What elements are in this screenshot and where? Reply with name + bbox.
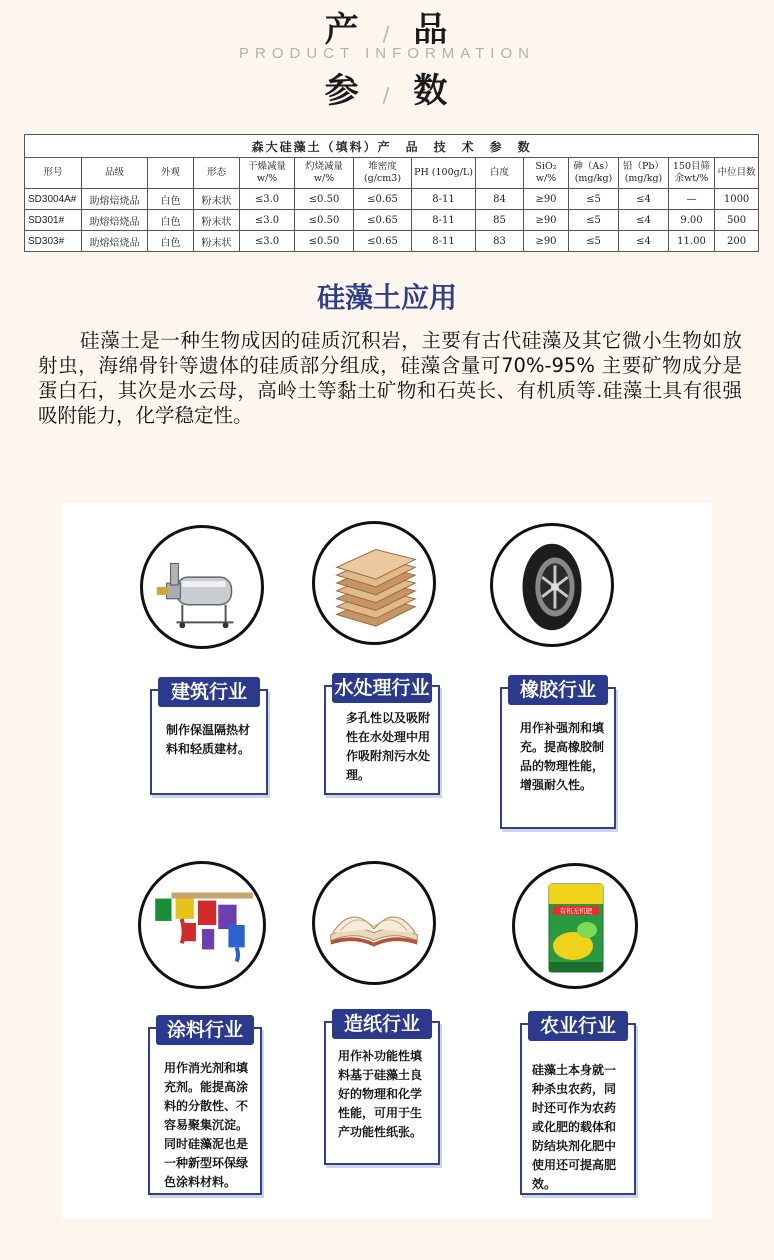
- spec-cell: SD3004A#: [25, 189, 82, 210]
- spec-cell: ≤0.65: [354, 210, 412, 231]
- spec-cell: 8-11: [412, 231, 476, 252]
- application-text: 多孔性以及吸附性在水处理中用作吸附剂污水处理。: [346, 711, 431, 782]
- application-text: 用作消光剂和填充剂。能提高涂料的分散性、不容易聚集沉淀。同时硅藻泥也是一种新型环保绿色涂料材料。: [164, 1061, 249, 1189]
- table-row: [25, 189, 759, 210]
- spec-header-cell: 品级: [82, 158, 148, 189]
- spec-cell: ≤3.0: [240, 231, 295, 252]
- application-text: 硅藻土本身就一种杀虫农药，同时还可作为农药或化肥的载体和防结块剂化肥中使用还可提高肥效。: [532, 1063, 617, 1191]
- spec-cell: 粉末状: [194, 231, 240, 252]
- spec-cell: ≥90: [524, 189, 569, 210]
- machine-icon: [140, 525, 264, 649]
- spec-table-header-row: [25, 158, 759, 189]
- table-row: [25, 210, 759, 231]
- application-card: [148, 1019, 262, 1195]
- application-title: 造纸行业: [332, 1009, 432, 1039]
- spec-header-cell: 堆密度 (g/cm3): [354, 158, 412, 189]
- application-text: 用作补功能性填料基于硅藻土良好的物理和化学性能，可用于生产功能性纸张。: [338, 1049, 423, 1139]
- spec-header-cell: 铅（Pb）(mg/kg): [619, 158, 669, 189]
- spec-cell: ≤0.50: [295, 210, 354, 231]
- paint-icon: [138, 861, 266, 989]
- header-line-product: [0, 2, 774, 51]
- header-char: 数: [413, 71, 450, 111]
- spec-table-title: 森大硅藻土（填料）产 品 技 术 参 数: [25, 135, 759, 158]
- spec-cell: SD303#: [25, 231, 82, 252]
- spec-cell: 助熔焙烧品: [82, 210, 148, 231]
- spec-table-body: [25, 189, 759, 252]
- spec-cell: ≤0.65: [354, 231, 412, 252]
- spec-cell: 粉末状: [194, 210, 240, 231]
- spec-cell: —: [669, 189, 715, 210]
- bag-label: 有机无机肥: [559, 907, 593, 915]
- application-card: [520, 1015, 636, 1195]
- spec-cell: 8-11: [412, 210, 476, 231]
- application-title: 橡胶行业: [508, 675, 608, 705]
- application-title: 建筑行业: [158, 677, 260, 707]
- spec-cell: ≤0.50: [295, 189, 354, 210]
- spec-cell: 11.00: [669, 231, 715, 252]
- application-title: 农业行业: [528, 1011, 628, 1041]
- spec-header-cell: 中位目数: [715, 158, 759, 189]
- spec-table-wrapper: [24, 134, 758, 252]
- spec-cell: ≤5: [569, 189, 619, 210]
- header-char: 参: [324, 71, 361, 111]
- spec-header-cell: 外观: [148, 158, 194, 189]
- application-title: 水处理行业: [332, 673, 432, 703]
- boards-icon: [312, 521, 436, 645]
- section-title: 硅藻土应用: [316, 281, 457, 314]
- spec-cell: 85: [476, 210, 524, 231]
- book-icon: [312, 861, 436, 985]
- spec-cell: ≤4: [619, 231, 669, 252]
- spec-cell: ≤3.0: [240, 210, 295, 231]
- spec-cell: 200: [715, 231, 759, 252]
- spec-cell: 粉末状: [194, 189, 240, 210]
- spec-cell: 1000: [715, 189, 759, 210]
- spec-header-cell: 白度: [476, 158, 524, 189]
- spec-cell: ≥90: [524, 210, 569, 231]
- header-divider: /: [382, 22, 392, 46]
- application-card: [324, 1013, 440, 1165]
- spec-cell: 83: [476, 231, 524, 252]
- section-paragraph: 硅藻土是一种生物成因的硅质沉积岩，主要有古代硅藻及其它微小生物如放射虫，海绵骨针等遗体的硅质部分组成，硅藻含量可70%-95% 主要矿物成分是蛋白石，其次是水云母，高岭土等黏土矿物和石英长、有机质等.硅藻土具有很强吸附能力，化学稳定性。: [38, 329, 742, 427]
- spec-cell: 助熔焙烧品: [82, 231, 148, 252]
- application-title: 涂料行业: [156, 1015, 254, 1045]
- spec-cell: 助熔焙烧品: [82, 189, 148, 210]
- spec-header-cell: 砷（As）(mg/kg): [569, 158, 619, 189]
- spec-cell: 白色: [148, 189, 194, 210]
- application-text: 用作补强剂和填充。提高橡胶制品的物理性能，增强耐久性。: [520, 721, 605, 792]
- table-row: [25, 231, 759, 252]
- spec-cell: ≤0.50: [295, 231, 354, 252]
- spec-table: [24, 134, 759, 252]
- spec-cell: 500: [715, 210, 759, 231]
- spec-cell: 白色: [148, 231, 194, 252]
- spec-cell: 白色: [148, 210, 194, 231]
- spec-cell: ≤4: [619, 210, 669, 231]
- spec-cell: 84: [476, 189, 524, 210]
- spec-cell: ≤5: [569, 231, 619, 252]
- application-text: 制作保温隔热材料和轻质建材。: [166, 723, 251, 756]
- spec-header-cell: 干燥减量 w/%: [240, 158, 295, 189]
- application-card: [324, 677, 440, 795]
- spec-header-cell: PH (100g/L): [412, 158, 476, 189]
- header-char: 品: [413, 10, 450, 50]
- header-char: 产: [324, 10, 361, 50]
- header-subtitle: PRODUCT INFORMATION: [239, 45, 535, 62]
- header-line-params: [0, 63, 774, 112]
- spec-cell: 9.00: [669, 210, 715, 231]
- spec-header-cell: 形态: [194, 158, 240, 189]
- fertilizer-bag-icon: [512, 863, 638, 989]
- spec-header-cell: 形号: [25, 158, 82, 189]
- spec-cell: ≤0.65: [354, 189, 412, 210]
- spec-cell: ≥90: [524, 231, 569, 252]
- spec-cell: ≤5: [569, 210, 619, 231]
- spec-header-cell: SiO₂ w/%: [524, 158, 569, 189]
- applications-panel: [62, 503, 712, 1219]
- spec-header-cell: 150目筛余wt/%: [669, 158, 715, 189]
- header-divider: /: [382, 83, 392, 107]
- spec-header-cell: 灼烧减量 w/%: [295, 158, 354, 189]
- application-card: [500, 679, 616, 829]
- tire-icon: [490, 523, 614, 647]
- application-card: [150, 681, 268, 795]
- spec-cell: ≤4: [619, 189, 669, 210]
- spec-cell: SD301#: [25, 210, 82, 231]
- spec-cell: 8-11: [412, 189, 476, 210]
- spec-cell: ≤3.0: [240, 189, 295, 210]
